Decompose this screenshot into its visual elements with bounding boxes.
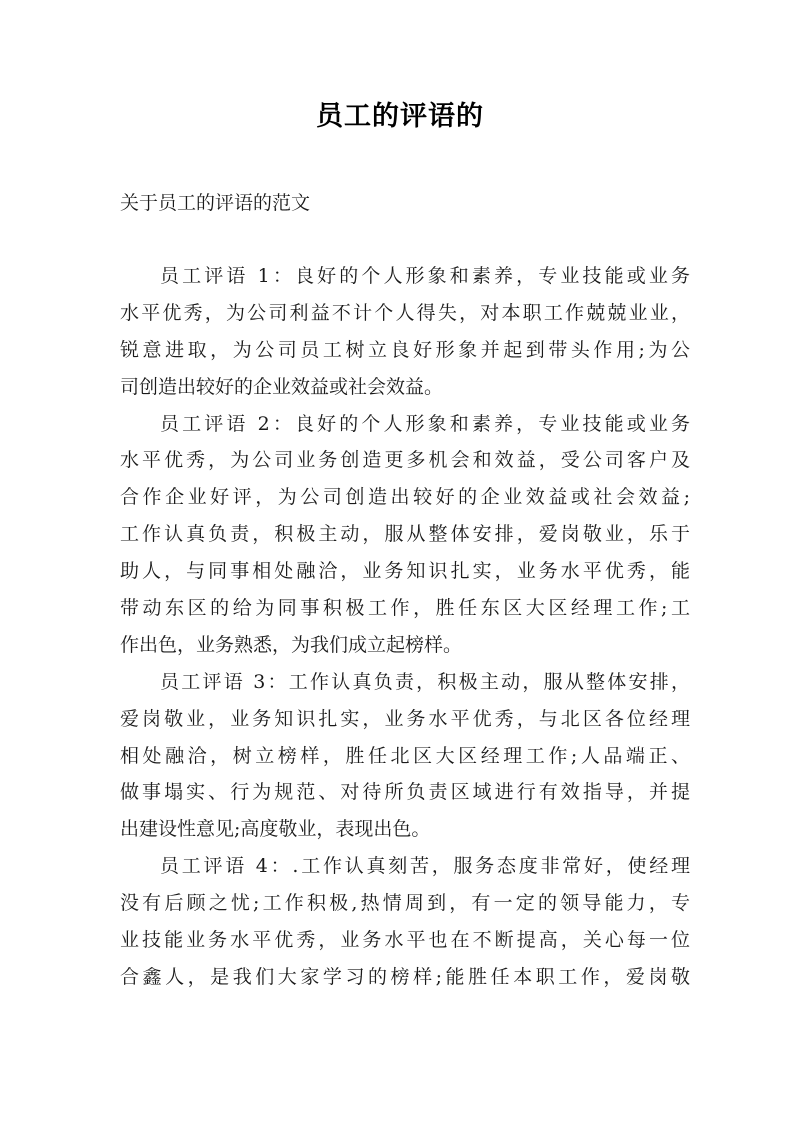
- body-line: 员工评语 1：良好的个人形象和素养，专业技能或业务: [160, 265, 690, 287]
- body-line: 司创造出较好的企业效益或社会效益。: [120, 375, 444, 398]
- document-subtitle: 关于员工的评语的范文: [120, 192, 311, 214]
- body-line: 合作企业好评，为公司创造出较好的企业效益或社会效益;: [120, 486, 690, 509]
- body-line: 工作认真负责，积极主动，服从整体安排，爱岗敬业，乐于: [120, 523, 690, 546]
- body-line: 锐意进取，为公司员工树立良好形象并起到带头作用;为公: [120, 338, 690, 361]
- body-line: 员工评语 4：.工作认真刻苦，服务态度非常好，使经理: [160, 855, 690, 878]
- body-line: 作出色，业务熟悉，为我们成立起榜样。: [120, 633, 463, 656]
- body-line: 带动东区的给为同事积极工作，胜任东区大区经理工作;工: [120, 597, 690, 620]
- body-line: 员工评语 3：工作认真负责，积极主动，服从整体安排，: [160, 670, 690, 693]
- body-line: 爱岗敬业，业务知识扎实，业务水平优秀，与北区各位经理: [120, 707, 690, 730]
- body-line: 员工评语 2：良好的个人形象和素养，专业技能或业务: [160, 412, 690, 435]
- document-title: 员工的评语的: [316, 101, 484, 132]
- body-line: 助人，与同事相处融洽，业务知识扎实，业务水平优秀，能: [120, 560, 690, 583]
- body-line: 水平优秀，为公司业务创造更多机会和效益，受公司客户及: [120, 449, 690, 472]
- document-body: [120, 258, 690, 996]
- body-line: 水平优秀，为公司利益不计个人得失，对本职工作兢兢业业，: [120, 301, 690, 324]
- body-line: 相处融洽，树立榜样，胜任北区大区经理工作;人品端正、: [120, 744, 690, 767]
- body-line: 出建设性意见;高度敬业，表现出色。: [120, 818, 431, 841]
- body-line: 业技能业务水平优秀，业务水平也在不断提高，关心每一位: [120, 929, 690, 952]
- body-line: 没有后顾之忧;工作积极,热情周到，有一定的领导能力，专: [120, 892, 690, 915]
- body-line: 合鑫人，是我们大家学习的榜样;能胜任本职工作，爱岗敬: [120, 965, 690, 988]
- body-line: 做事塌实、行为规范、对待所负责区域进行有效指导，并提: [120, 781, 690, 804]
